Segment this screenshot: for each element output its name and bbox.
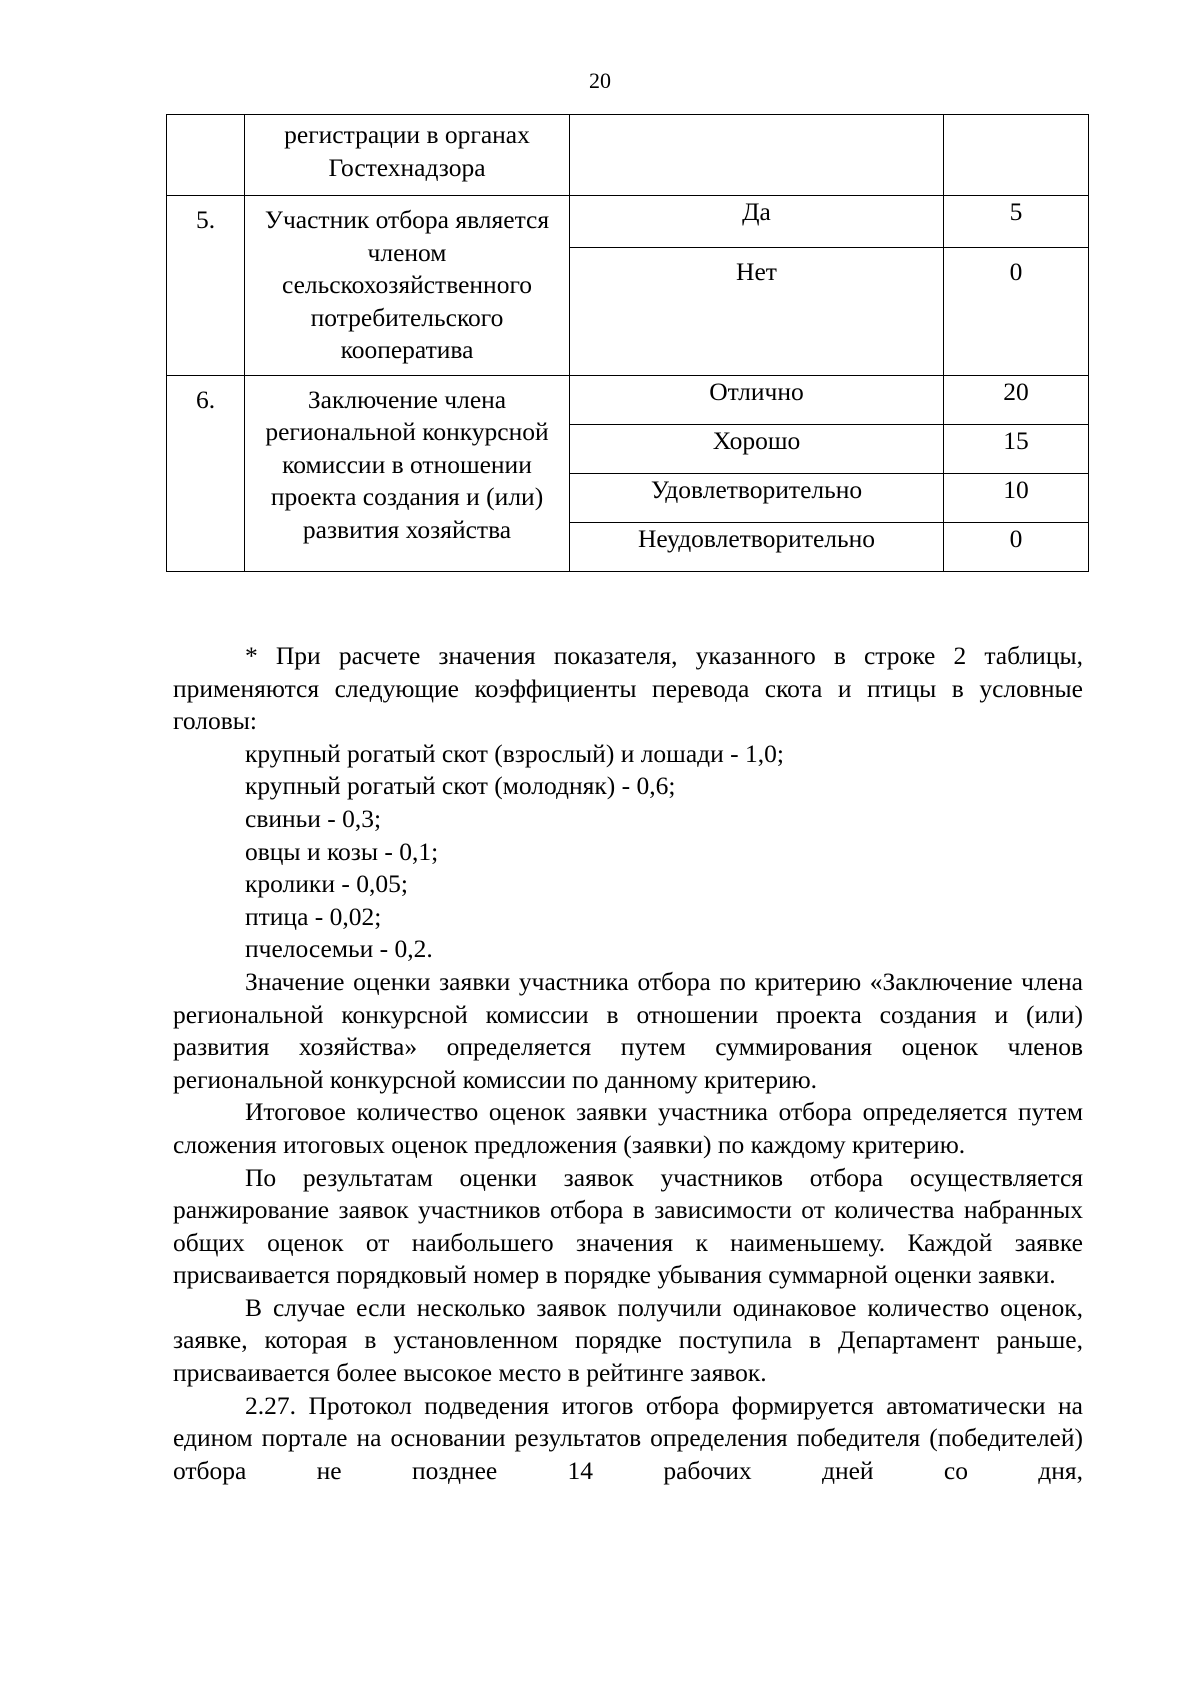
criterion-cell: Участник отбора является членом сельскохозяйственного потребительского кооператива xyxy=(245,196,570,376)
value-cell: Да xyxy=(570,196,944,248)
table-row xyxy=(167,196,1089,248)
score-cell: 0 xyxy=(944,248,1089,375)
criterion-cell: Заключение члена региональной конкурсной комиссии в отношении проекта создания и (или) развития хозяйства xyxy=(245,375,570,571)
paragraph: Итоговое количество оценок заявки участника отбора определяется путем сложения итоговых оценок предложения (заявки) по каждому критерию. xyxy=(173,1097,1083,1159)
coefficient-item: свиньи - 0,3; xyxy=(245,803,382,833)
row-number-cell: 5. xyxy=(167,196,245,376)
value-cell: Удовлетворительно xyxy=(570,473,944,522)
value-cell: Хорошо xyxy=(570,424,944,473)
table-row xyxy=(167,115,1089,196)
score-cell: 0 xyxy=(944,522,1089,571)
coefficient-item: крупный рогатый скот (молодняк) - 0,6; xyxy=(245,771,676,801)
score-cell: 10 xyxy=(944,473,1089,522)
coefficient-item: кролики - 0,05; xyxy=(245,869,408,899)
value-cell: Отлично xyxy=(570,375,944,424)
criteria-table xyxy=(166,114,1089,572)
value-cell: Неудовлетворительно xyxy=(570,522,944,571)
value-cell xyxy=(570,115,944,196)
paragraph: 2.27. Протокол подведения итогов отбора формируется автоматически на едином портале на основании результатов определения победителя (победителей) отбора не позднее 14 рабочих дней со дня, xyxy=(173,1390,1083,1485)
footnote-intro: * При расчете значения показателя, указанного в строке 2 таблицы, применяются следующие коэффициенты перевода скота и птицы в условные головы: xyxy=(173,641,1083,736)
coefficient-item: птица - 0,02; xyxy=(245,901,382,931)
value-cell: Нет xyxy=(570,248,944,375)
criterion-cell: регистрации в органах Гостехнадзора xyxy=(245,115,570,196)
paragraph: Значение оценки заявки участника отбора по критерию «Заключение члена региональной конкурсной комиссии в отношении проекта создания и (или) развития хозяйства» определяется путем суммирования оценок членов региональной конкурсной комиссии по данному критерию. xyxy=(173,966,1083,1094)
paragraph: По результатам оценки заявок участников отбора осуществляется ранжирование заявок участников отбора в зависимости от количества набранных общих оценок от наибольшего значения к наименьшему. Каждой заявке присваивается порядковый номер в порядке убывания суммарной оценки заявки. xyxy=(173,1162,1083,1290)
coefficient-item: овцы и козы - 0,1; xyxy=(245,836,439,866)
score-cell: 20 xyxy=(944,375,1089,424)
body-text xyxy=(173,640,1083,1487)
page-number: 20 xyxy=(589,68,611,93)
paragraph: В случае если несколько заявок получили одинаковое количество оценок, заявке, которая в установленном порядке поступила в Департамент раньше, присваивается более высокое место в рейтинге заявок. xyxy=(173,1292,1083,1388)
score-cell: 5 xyxy=(944,196,1089,248)
row-number-cell xyxy=(167,115,245,196)
coefficient-item: крупный рогатый скот (взрослый) и лошади - 1,0; xyxy=(245,738,784,768)
score-cell: 15 xyxy=(944,424,1089,473)
score-cell xyxy=(944,115,1089,196)
row-number-cell: 6. xyxy=(167,375,245,571)
coefficient-item: пчелосемьи - 0,2. xyxy=(245,934,433,964)
table-row xyxy=(167,375,1089,424)
